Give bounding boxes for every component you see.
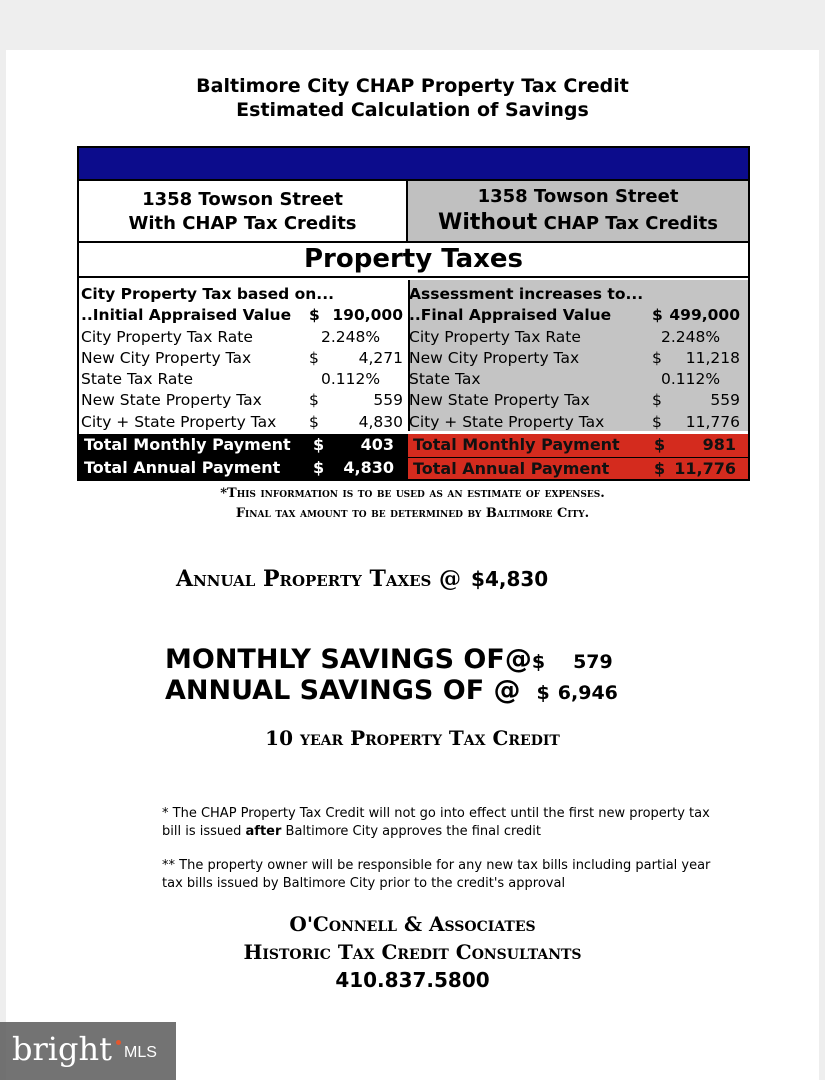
note1-text: * The CHAP Property Tax Credit will not go into effect until the first new property tax bill is issued — [162, 806, 710, 839]
with-credits-row-label: New State Property Tax — [81, 391, 262, 410]
monthly-savings — [165, 644, 613, 675]
note1-text-end: Baltimore City approves the final credit — [281, 824, 542, 839]
without-credits-total-currency: $ — [654, 435, 666, 454]
without-rest: CHAP Tax Credits — [543, 213, 718, 234]
with-credits-row — [81, 284, 403, 305]
title-line-1: Baltimore City CHAP Property Tax Credit — [196, 75, 629, 97]
without-credits-row-label: City + State Property Tax — [409, 412, 605, 431]
with-credits-row — [81, 327, 403, 348]
without-credits-row-value: 11,776 — [685, 412, 740, 431]
with-credits-total-currency: $ — [313, 457, 325, 477]
with-credits-row-value: 4,271 — [358, 348, 403, 367]
monthly-savings-amount: 579 — [573, 651, 613, 673]
document-title — [0, 74, 825, 122]
firm-name: O'Connell & Associates — [289, 912, 536, 936]
with-credits-header — [79, 181, 408, 241]
without-credits-row-rate: 2.248% — [661, 327, 721, 346]
with-credits-row — [81, 348, 403, 369]
with-credits-row-currency: $ — [309, 391, 319, 410]
section-title: Property Taxes — [79, 241, 748, 278]
with-credits-row-currency: $ — [309, 348, 319, 367]
with-credits-total-label: Total Monthly Payment — [84, 435, 291, 454]
with-credits-row-label: New City Property Tax — [81, 348, 252, 367]
note-owner-responsibility: ** The property owner will be responsible for any new tax bills including partial year tax bills issued by Baltimore City prior to the credit's approval — [162, 858, 711, 891]
with-credits-address: 1358 Towson Street — [142, 189, 343, 210]
firm-contact — [0, 910, 825, 994]
tax-comparison-table — [77, 146, 750, 481]
with-credits-row-rate: 0.112% — [321, 370, 381, 389]
without-credits-row-label: Assessment increases to... — [409, 285, 644, 303]
with-credits-row — [81, 412, 403, 433]
with-credits-row-value: 4,830 — [358, 412, 403, 431]
without-credits-row — [409, 348, 746, 369]
note1-emphasis: after — [245, 824, 282, 839]
without-word: Without — [438, 210, 538, 235]
with-credits-label: With CHAP Tax Credits — [128, 213, 357, 234]
monthly-savings-label: MONTHLY SAVINGS OF@ — [165, 644, 532, 675]
with-credits-row-currency: $ — [309, 412, 319, 431]
without-credits-row-label: New City Property Tax — [409, 348, 580, 367]
without-credits-row-label: State Tax — [409, 370, 481, 389]
watermark-brand: bright — [12, 1030, 112, 1068]
ten-year-credit: 10 year Property Tax Credit — [265, 726, 560, 750]
without-credits-row — [409, 305, 746, 326]
with-credits-total-currency: $ — [313, 435, 325, 454]
with-credits-total-value: 4,830 — [343, 457, 394, 477]
without-credits-row-value: 499,000 — [669, 306, 740, 325]
estimate-disclaimer — [0, 484, 825, 524]
without-credits-total-row — [408, 434, 748, 458]
with-credits-row-value: 190,000 — [332, 306, 403, 325]
with-credits-row — [81, 390, 403, 411]
without-credits-total-row — [408, 458, 748, 481]
annual-savings-currency: $ — [536, 682, 550, 704]
with-credits-row-currency: $ — [309, 306, 320, 325]
with-credits-row-label: State Tax Rate — [81, 370, 193, 389]
with-credits-row-rate: 2.248% — [321, 327, 381, 346]
with-credits-row — [81, 305, 403, 326]
with-credits-total-value: 403 — [360, 435, 394, 454]
without-credits-total-label: Total Monthly Payment — [413, 435, 620, 454]
without-credits-row — [409, 284, 746, 305]
without-credits-rows — [409, 284, 746, 434]
monthly-savings-currency: $ — [531, 651, 546, 673]
without-credits-row-currency: $ — [652, 348, 662, 367]
with-credits-row-value: 559 — [373, 391, 403, 410]
watermark-dot-icon — [116, 1040, 121, 1045]
disclaimer-line-2: Final tax amount to be determined by Baltimore City. — [235, 506, 590, 521]
with-credits-row — [81, 369, 403, 390]
without-credits-address: 1358 Towson Street — [477, 186, 679, 207]
firm-phone: 410.837.5800 — [335, 968, 490, 992]
without-credits-row-currency: $ — [652, 306, 663, 325]
with-credits-rows — [81, 284, 403, 434]
annual-taxes-amount: $4,830 — [471, 567, 549, 591]
without-credits-row-value: 11,218 — [685, 348, 740, 367]
firm-subtitle: Historic Tax Credit Consultants — [243, 940, 582, 964]
without-credits-row — [409, 412, 746, 433]
without-credits-total-label: Total Annual Payment — [413, 458, 610, 478]
annual-savings — [165, 675, 618, 706]
disclaimer-line-1: *This information is to be used as an estimate of expenses. — [220, 486, 605, 501]
without-credits-total-value: 981 — [702, 435, 736, 454]
bright-mls-watermark — [0, 1022, 176, 1080]
title-line-2: Estimated Calculation of Savings — [236, 99, 589, 121]
with-credits-totals — [79, 434, 408, 479]
without-credits-row-currency: $ — [652, 412, 662, 431]
without-credits-header — [408, 181, 748, 241]
without-credits-total-currency: $ — [654, 458, 666, 478]
without-credits-row-currency: $ — [652, 391, 662, 410]
note-effective-date — [162, 805, 722, 841]
without-credits-row-label: ..Final Appraised Value — [409, 306, 612, 325]
annual-taxes-label: Annual Property Taxes @ — [176, 566, 462, 592]
without-credits-totals — [408, 434, 748, 479]
table-header-bar — [79, 148, 748, 181]
without-credits-row-label: New State Property Tax — [409, 391, 590, 410]
without-credits-row — [409, 327, 746, 348]
with-credits-total-row — [79, 434, 408, 457]
without-credits-row — [409, 390, 746, 411]
with-credits-row-label: City Property Tax Rate — [81, 327, 253, 346]
annual-savings-amount: 6,946 — [557, 682, 618, 704]
without-credits-label — [408, 210, 748, 237]
without-credits-row-rate: 0.112% — [661, 370, 721, 389]
without-credits-row-value: 559 — [710, 391, 740, 410]
watermark-suffix: MLS — [124, 1044, 157, 1061]
without-credits-total-value: 11,776 — [674, 458, 736, 478]
annual-property-taxes — [176, 566, 548, 592]
with-credits-row-label: City + State Property Tax — [81, 412, 277, 431]
without-credits-row-label: City Property Tax Rate — [409, 327, 581, 346]
with-credits-total-label: Total Annual Payment — [84, 457, 281, 477]
without-credits-row — [409, 369, 746, 390]
with-credits-row-label: City Property Tax based on... — [81, 285, 334, 303]
with-credits-total-row — [79, 457, 408, 480]
annual-savings-label: ANNUAL SAVINGS OF @ — [165, 675, 521, 706]
with-credits-row-label: ..Initial Appraised Value — [81, 306, 292, 325]
